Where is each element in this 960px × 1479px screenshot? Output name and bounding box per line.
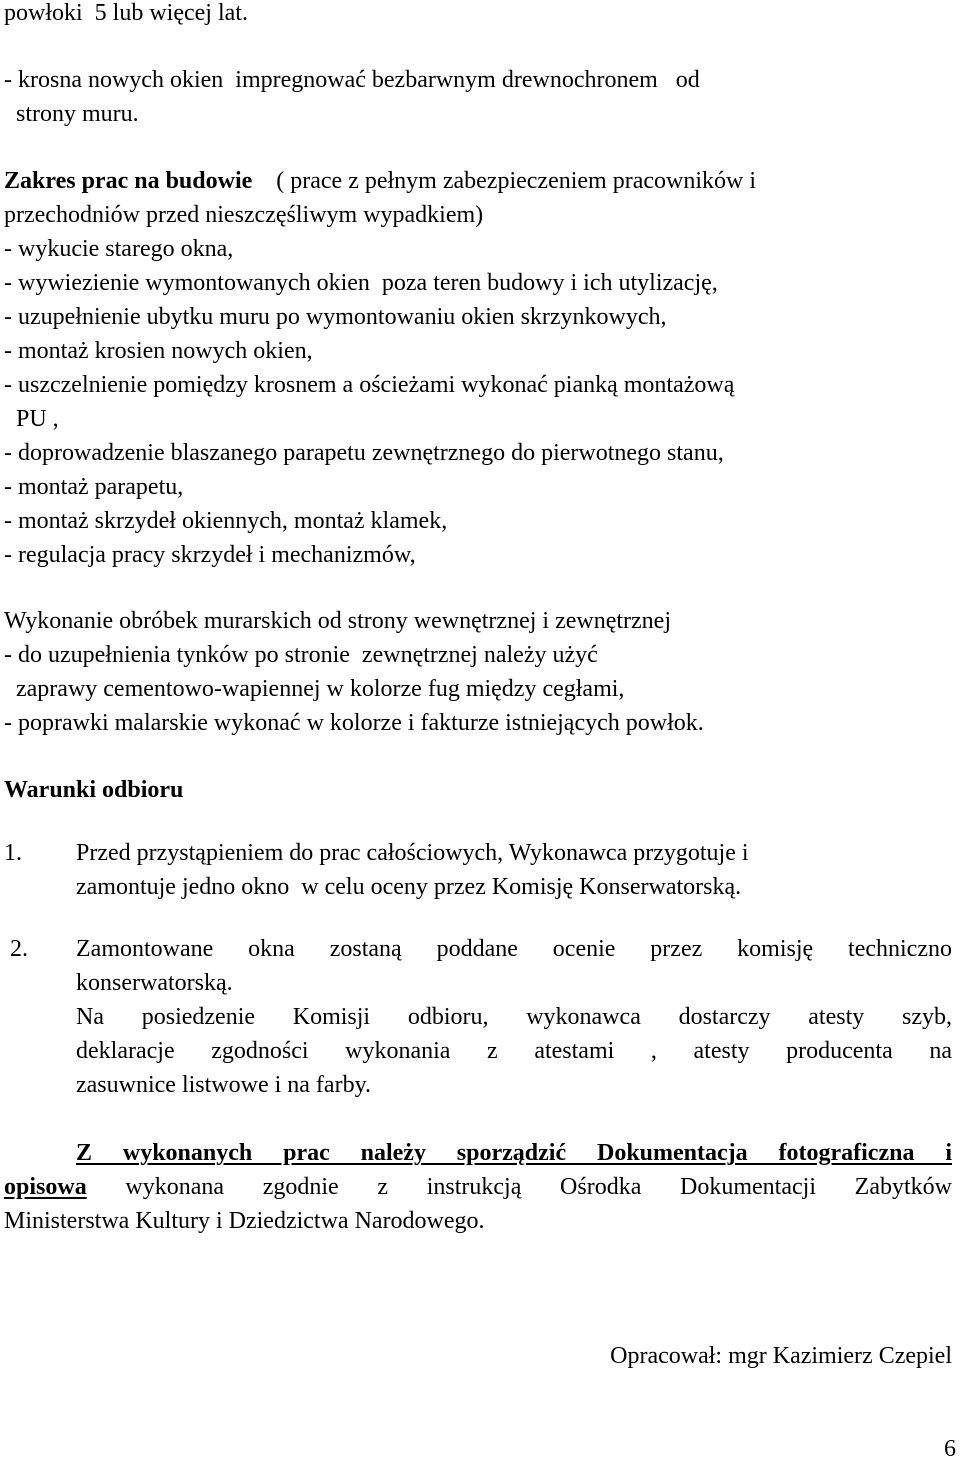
page-number: 6 xyxy=(944,1436,956,1462)
zakres-item: - montaż skrzydeł okiennych, montaż klamek, xyxy=(4,508,448,534)
obrobki-item: - poprawki malarskie wykonać w kolorze i fakturze istniejących powłok. xyxy=(4,710,704,736)
dokumentacja-line-2 xyxy=(4,1170,952,1204)
zakres-item: - doprowadzenie blaszanego parapetu zewnętrznego do pierwotnego stanu, xyxy=(4,440,724,466)
zakres-item: - wykucie starego okna, xyxy=(4,236,234,262)
list-number-1: 1. xyxy=(4,840,22,866)
obrobki-item: - do uzupełnienia tynków po stronie zewnętrznej należy użyć xyxy=(4,642,598,668)
obrobki-heading: Wykonanie obróbek murarskich od strony wewnętrznej i zewnętrznej xyxy=(4,608,671,634)
zakres-heading: Zakres prac na budowie xyxy=(4,168,253,194)
warunki-p2-line-2: konserwatorską. xyxy=(76,970,233,996)
warunki-p1-line-1: Przed przystąpieniem do prac całościowych, Wykonawca przygotuje i xyxy=(76,840,749,866)
warunki-heading: Warunki odbioru xyxy=(4,777,184,803)
zakres-item: - uzupełnienie ubytku muru po wymontowaniu okien skrzynkowych, xyxy=(4,304,667,330)
dokumentacja-line-2-rest: wykonana zgodnie z instrukcją Ośrodka Dokumentacji Zabytków xyxy=(86,1174,952,1200)
zakres-item: - wywiezienie wymontowanych okien poza teren budowy i ich utylizację, xyxy=(4,270,718,296)
zakres-item: PU , xyxy=(4,406,59,432)
zakres-item: - montaż parapetu, xyxy=(4,474,184,500)
warunki-p2-line-4: deklaracje zgodności wykonania z atestami , atesty producenta na xyxy=(76,1038,952,1064)
zakres-item: - regulacja pracy skrzydeł i mechanizmów, xyxy=(4,542,416,568)
intro-line-1: powłoki 5 lub więcej lat. xyxy=(4,0,248,26)
dokumentacja-line-3: Ministerstwa Kultury i Dziedzictwa Narodowego. xyxy=(4,1208,485,1234)
intro-line-3: strony muru. xyxy=(4,101,139,127)
zakres-item: - uszczelnienie pomiędzy krosnem a ościeżami wykonać pianką montażową xyxy=(4,372,735,398)
zakres-item: - montaż krosien nowych okien, xyxy=(4,338,313,364)
zakres-heading-rest: ( prace z pełnym zabezpieczeniem pracowników i xyxy=(252,168,757,194)
dokumentacja-line-1: Z wykonanych prac należy sporządzić Dokumentacja fotograficzna i xyxy=(76,1140,952,1166)
zakres-heading-line xyxy=(4,164,756,198)
warunki-p2-line-1: Zamontowane okna zostaną poddane ocenie przez komisję technicznо xyxy=(76,936,952,962)
dokumentacja-opisowa: opisowa xyxy=(4,1174,87,1200)
zakres-line-2: przechodniów przed nieszczęśliwym wypadkiem) xyxy=(4,202,484,228)
warunki-p2-line-3: Na posiedzenie Komisji odbioru, wykonawca dostarczy atesty szyb, xyxy=(76,1004,952,1030)
warunki-p1-line-2: zamontuje jedno okno w celu oceny przez Komisję Konserwatorską. xyxy=(76,874,742,900)
obrobki-item: zaprawy cementowo-wapiennej w kolorze fug między cegłami, xyxy=(4,676,625,702)
list-number-2: 2. xyxy=(10,936,28,962)
warunki-p2-line-5: zasuwnice listwowe i na farby. xyxy=(76,1072,372,1098)
intro-line-2: - krosna nowych okien impregnować bezbarwnym drewnochronem od xyxy=(4,67,700,93)
signature: Opracował: mgr Kazimierz Czepiel xyxy=(610,1343,952,1369)
